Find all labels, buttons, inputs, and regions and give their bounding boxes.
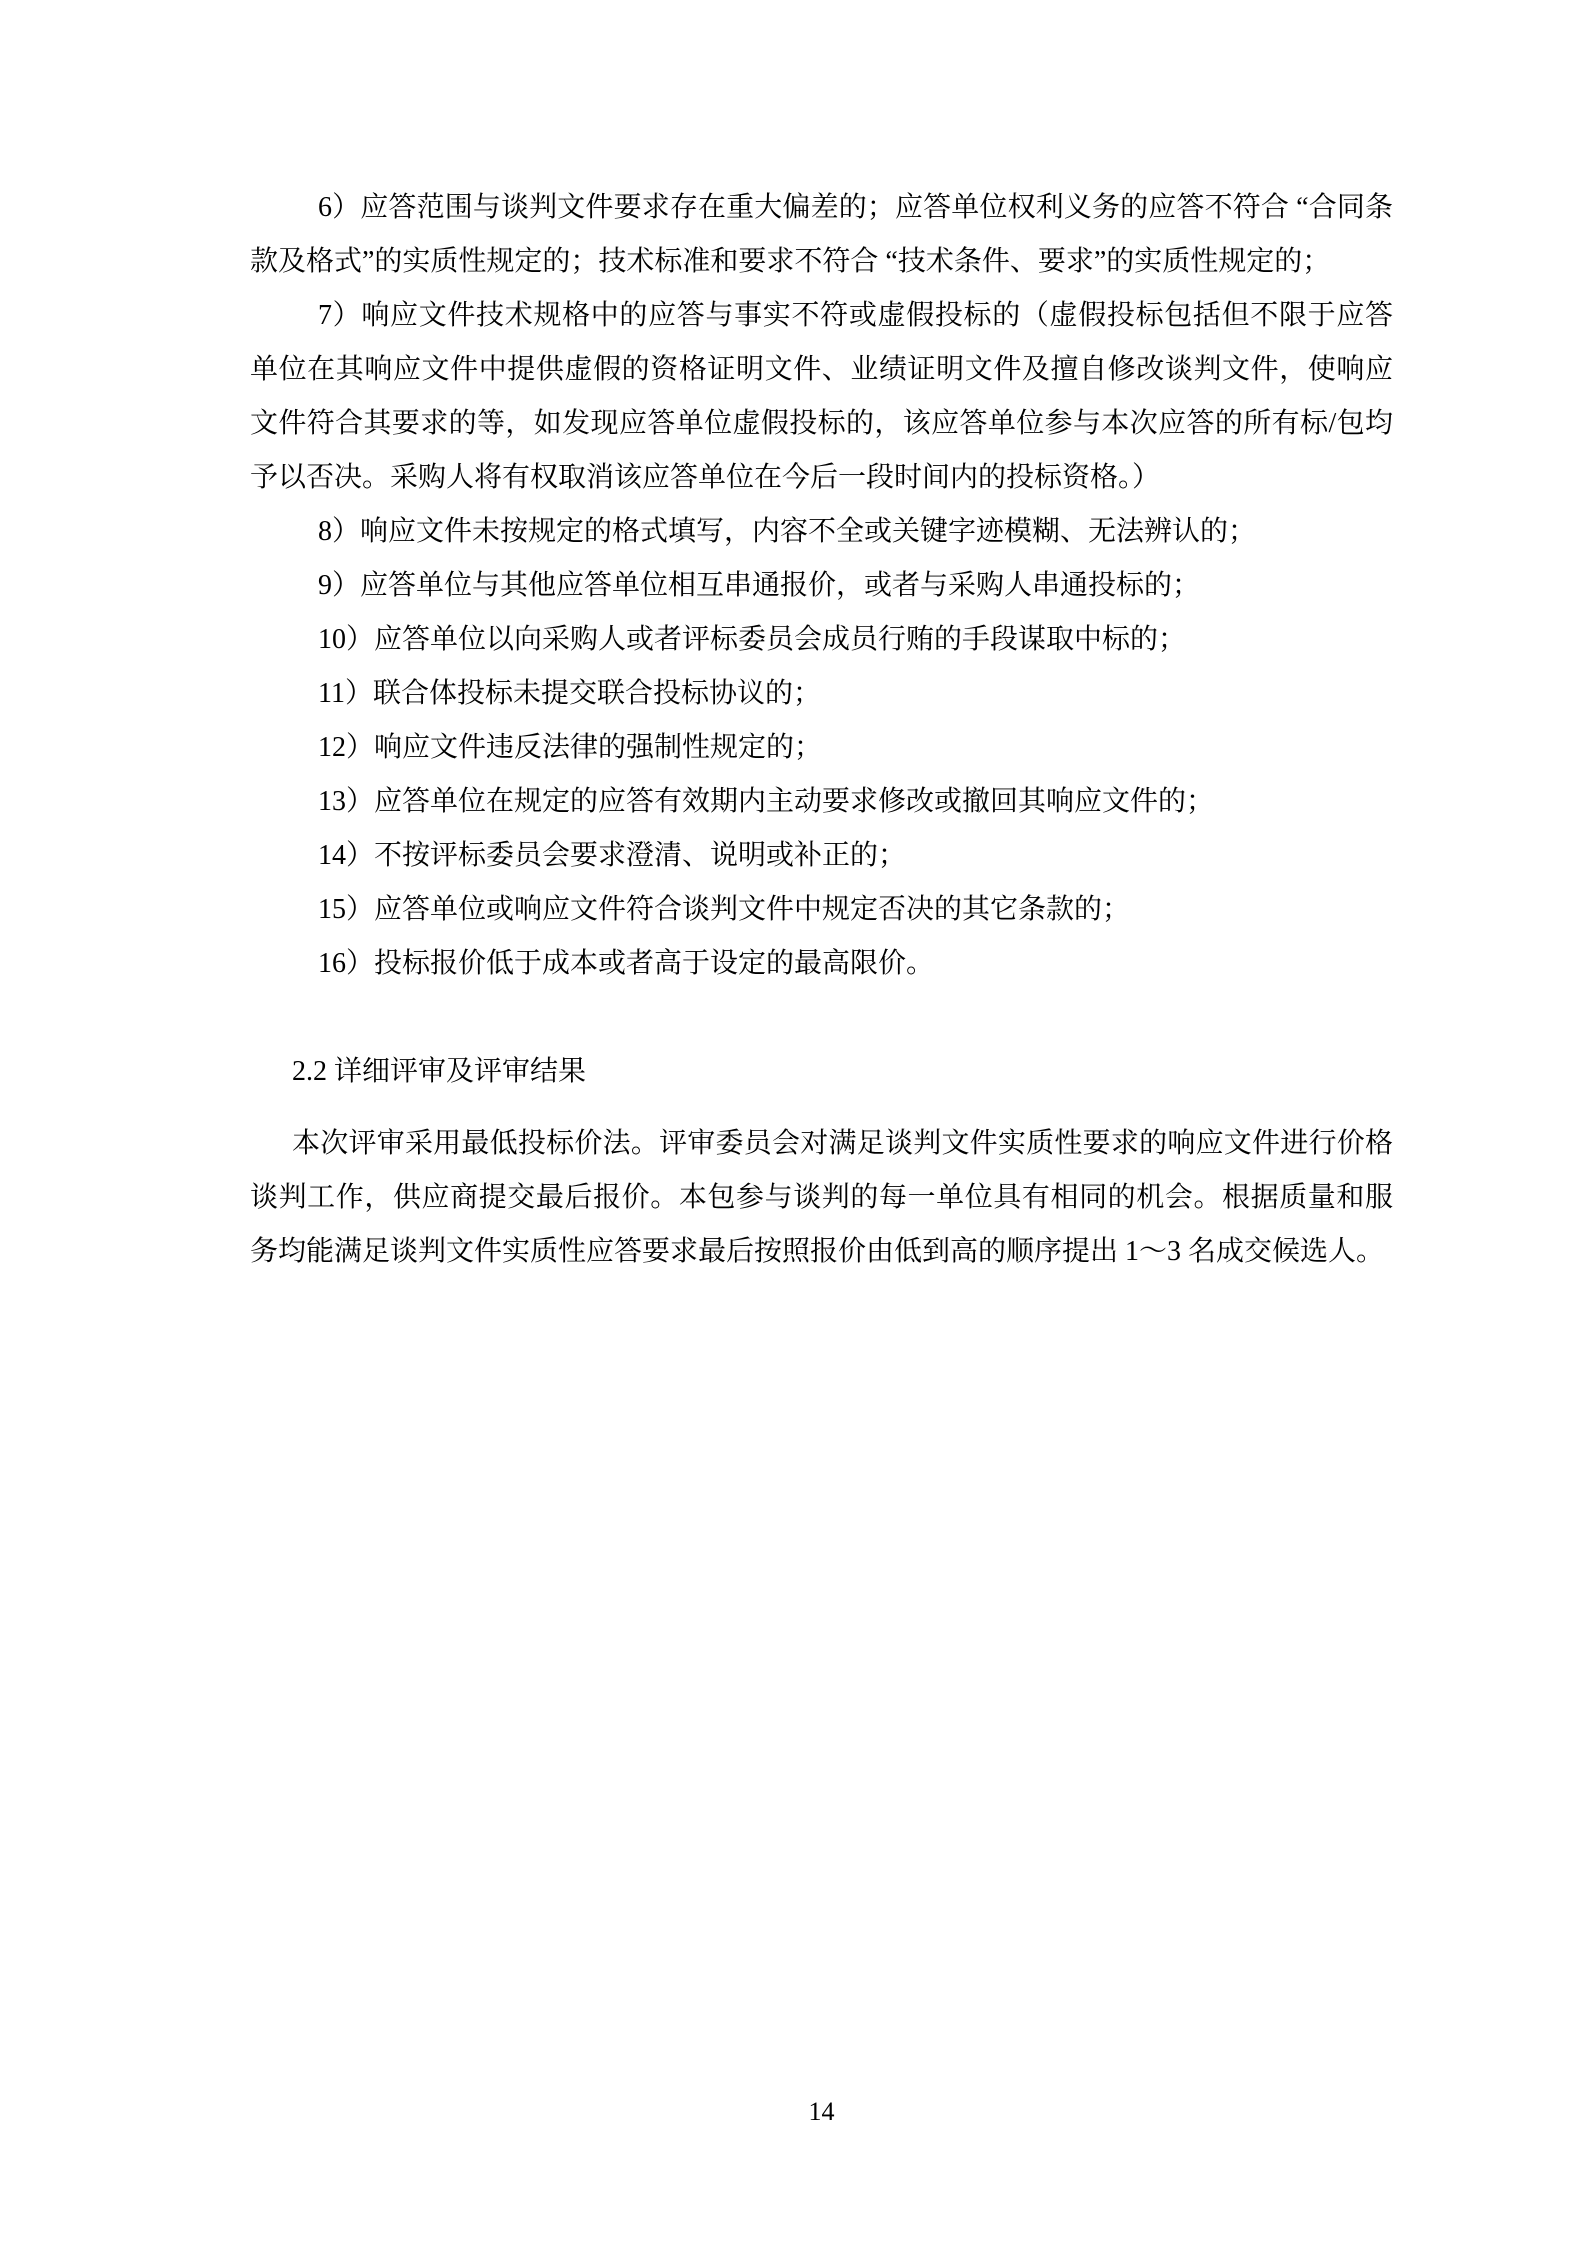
clause-item-12: 12）响应文件违反法律的强制性规定的； bbox=[318, 732, 823, 763]
clause-item-11: 11）联合体投标未提交联合投标协议的； bbox=[318, 678, 821, 709]
clause-item-14: 14）不按评标委员会要求澄清、说明或补正的； bbox=[318, 840, 907, 871]
clause-item-13: 13）应答单位在规定的应答有效期内主动要求修改或撤回其响应文件的； bbox=[318, 786, 1215, 817]
page-content bbox=[250, 181, 1393, 1279]
clause-item-10: 10）应答单位以向采购人或者评标委员会成员行贿的手段谋取中标的； bbox=[318, 624, 1187, 655]
section-heading: 2.2 详细评审及评审结果 bbox=[292, 1056, 587, 1087]
clause-item-8: 8）响应文件未按规定的格式填写，内容不全或关键字迹模糊、无法辨认的； bbox=[318, 516, 1257, 547]
clause-item-15: 15）应答单位或响应文件符合谈判文件中规定否决的其它条款的； bbox=[318, 894, 1131, 925]
page-number: 14 bbox=[808, 2097, 835, 2126]
clause-item-9: 9）应答单位与其他应答单位相互串通报价，或者与采购人串通投标的； bbox=[318, 570, 1201, 601]
clause-item-6: 6）应答范围与谈判文件要求存在重大偏差的；应答单位权利义务的应答不符合 “合同条款及格式”的实质性规定的；技术标准和要求不符合 “技术条件、要求”的实质性规定的； bbox=[250, 192, 1393, 277]
section-paragraph: 本次评审采用最低投标价法。评审委员会对满足谈判文件实质性要求的响应文件进行价格谈判工作，供应商提交最后报价。本包参与谈判的每一单位具有相同的机会。根据质量和服务均能满足谈判文件实质性应答要求最后按照报价由低到高的顺序提出 1～3 名成交候选人。 bbox=[250, 1128, 1393, 1267]
clause-item-16: 16）投标报价低于成本或者高于设定的最高限价。 bbox=[318, 948, 935, 979]
clause-item-7: 7）响应文件技术规格中的应答与事实不符或虚假投标的（虚假投标包括但不限于应答单位在其响应文件中提供虚假的资格证明文件、业绩证明文件及擅自修改谈判文件，使响应文件符合其要求的等，如发现应答单位虚假投标的，该应答单位参与本次应答的所有标/包均予以否决。采购人将有权取消该应答单位在今后一段时间内的投标资格。） bbox=[250, 300, 1393, 493]
